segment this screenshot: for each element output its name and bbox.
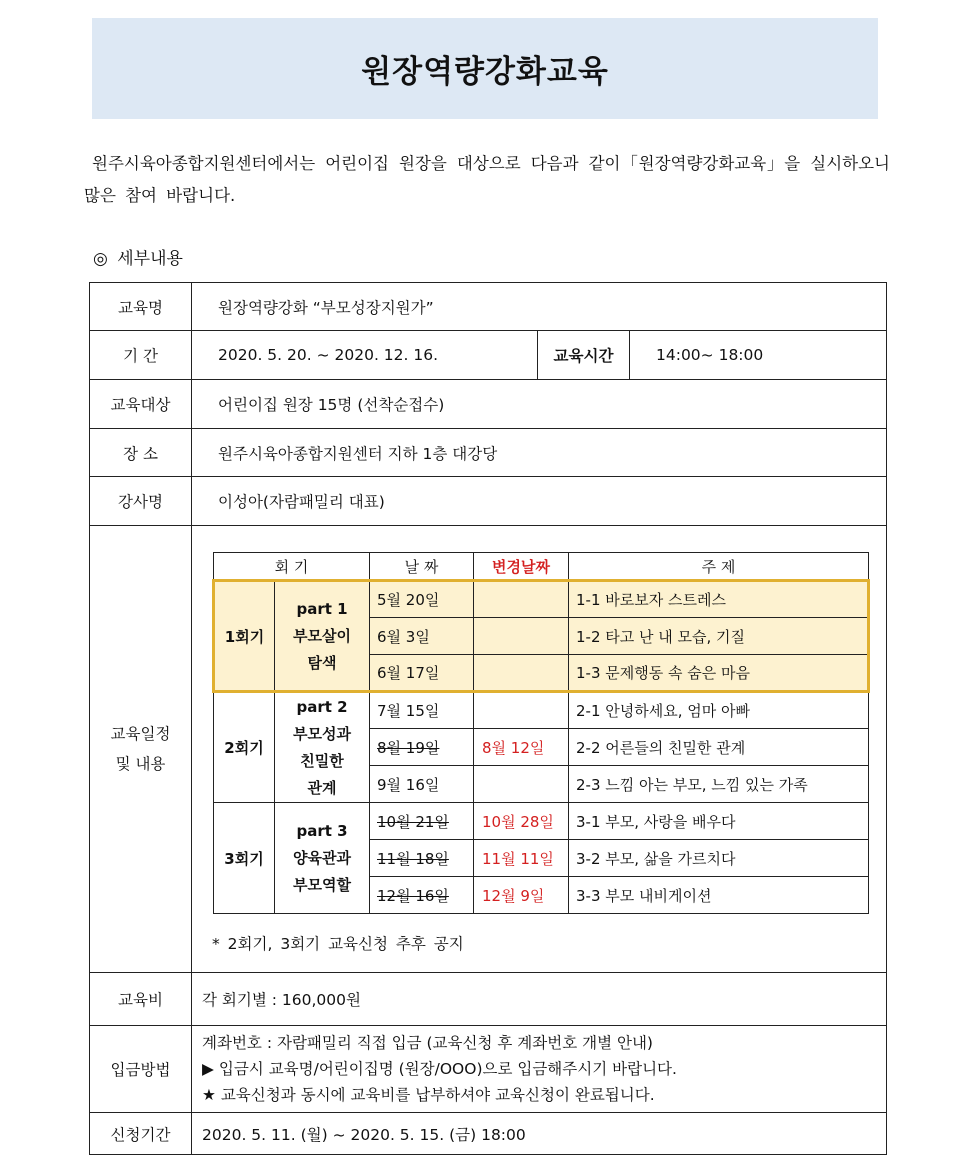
session-changed-date: [474, 618, 569, 655]
place-label: 장 소: [90, 429, 192, 477]
pay-line-account: 계좌번호 : 자람패밀리 직접 입금 (교육신청 후 계좌번호 개별 안내): [202, 1034, 653, 1052]
schedule-header-row: [214, 553, 869, 581]
apply-value: 2020. 5. 11. (월) ~ 2020. 5. 15. (금) 18:00: [192, 1113, 887, 1155]
course-value: 원장역량강화 “부모성장지원가”: [192, 283, 887, 331]
session-topic: 3-1 부모, 사랑을 배우다: [569, 803, 869, 840]
session-topic: 3-3 부모 내비게이션: [569, 877, 869, 914]
round-3-part: [275, 803, 370, 914]
page-title: 원장역량강화교육: [361, 54, 609, 90]
part-line: 탐색: [307, 653, 337, 672]
session-date: 9월 16일: [370, 766, 474, 803]
session-changed-date: [474, 766, 569, 803]
part-line: part 1: [296, 599, 348, 618]
table-row: [214, 692, 869, 729]
session-changed-date: 8월 12일: [474, 729, 569, 766]
fee-value: 각 회기별 : 160,000원: [192, 973, 887, 1026]
schedule-label: [90, 526, 192, 973]
session-changed-date: 12월 9일: [474, 877, 569, 914]
period-value: 2020. 5. 20. ~ 2020. 12. 16.: [192, 331, 538, 380]
round-1-part: [275, 581, 370, 692]
session-changed-date: [474, 581, 569, 618]
pay-label: 입금방법: [90, 1026, 192, 1113]
part-line: 양육관과: [293, 848, 351, 867]
round-2-part: [275, 692, 370, 803]
round-2-label: 2회기: [214, 692, 275, 803]
session-date: 6월 3일: [370, 618, 474, 655]
session-topic: 3-2 부모, 삶을 가르치다: [569, 840, 869, 877]
header-date: 날 짜: [370, 553, 474, 581]
pay-details: [192, 1026, 887, 1113]
schedule-cell: [192, 526, 887, 973]
schedule-label-line1: 교육일정: [110, 725, 171, 743]
target-value: 어린이집 원장 15명 (선착순접수): [192, 380, 887, 429]
session-changed-date: [474, 655, 569, 692]
session-changed-date: 11월 11일: [474, 840, 569, 877]
table-row: [214, 803, 869, 840]
session-topic: 1-2 타고 난 내 모습, 기질: [569, 618, 869, 655]
course-label: 교육명: [90, 283, 192, 331]
schedule-note: * 2회기, 3회기 교육신청 추후 공지: [212, 935, 464, 953]
header-round: 회 기: [214, 553, 370, 581]
lecturer-label: 강사명: [90, 477, 192, 526]
target-label: 교육대상: [90, 380, 192, 429]
schedule-table: [212, 552, 870, 914]
part-line: 부모살이: [293, 626, 351, 645]
session-date: 8월 19일: [370, 729, 474, 766]
round-1-label: 1회기: [214, 581, 275, 692]
session-date: 5월 20일: [370, 581, 474, 618]
time-label: 교육시간: [538, 331, 630, 380]
session-changed-date: 10월 28일: [474, 803, 569, 840]
time-value: 14:00~ 18:00: [630, 331, 887, 380]
session-date: 10월 21일: [370, 803, 474, 840]
table-row: [214, 581, 869, 618]
part-line: part 2: [296, 697, 348, 716]
apply-label: 신청기간: [90, 1113, 192, 1155]
title-banner: [92, 18, 878, 119]
session-topic: 1-3 문제행동 속 숨은 마음: [569, 655, 869, 692]
header-topic: 주 제: [569, 553, 869, 581]
part-line: 부모역할: [293, 875, 351, 894]
fee-label: 교육비: [90, 973, 192, 1026]
section-heading: ◎ 세부내용: [93, 249, 183, 269]
session-topic: 2-2 어른들의 친밀한 관계: [569, 729, 869, 766]
session-changed-date: [474, 692, 569, 729]
session-topic: 2-3 느낌 아는 부모, 느낌 있는 가족: [569, 766, 869, 803]
session-date: 7월 15일: [370, 692, 474, 729]
intro-paragraph: 원주시육아종합지원센터에서는 어린이집 원장을 대상으로 다음과 같이「원장역량강화교육」을 실시하오니 많은 참여 바랍니다.: [84, 154, 890, 205]
session-date: 12월 16일: [370, 877, 474, 914]
session-topic: 2-1 안녕하세요, 엄마 아빠: [569, 692, 869, 729]
part-line: 관계: [307, 778, 337, 797]
pay-line-instruction: ▶ 입금시 교육명/어린이집명 (원장/OOO)으로 입금해주시기 바랍니다.: [202, 1060, 677, 1078]
lecturer-value: 이성아(자람패밀리 대표): [192, 477, 887, 526]
details-table: [89, 282, 887, 1155]
round-3-label: 3회기: [214, 803, 275, 914]
part-line: 부모성과: [293, 724, 351, 743]
period-label: 기 간: [90, 331, 192, 380]
part-line: part 3: [296, 821, 348, 840]
header-changed-date: 변경날짜: [474, 553, 569, 581]
pay-line-notice: ★ 교육신청과 동시에 교육비를 납부하셔야 교육신청이 완료됩니다.: [202, 1086, 655, 1104]
place-value: 원주시육아종합지원센터 지하 1층 대강당: [192, 429, 887, 477]
session-date: 6월 17일: [370, 655, 474, 692]
session-date: 11월 18일: [370, 840, 474, 877]
schedule-label-line2: 및 내용: [115, 755, 166, 773]
part-line: 친밀한: [300, 751, 344, 770]
session-topic: 1-1 바로보자 스트레스: [569, 581, 869, 618]
